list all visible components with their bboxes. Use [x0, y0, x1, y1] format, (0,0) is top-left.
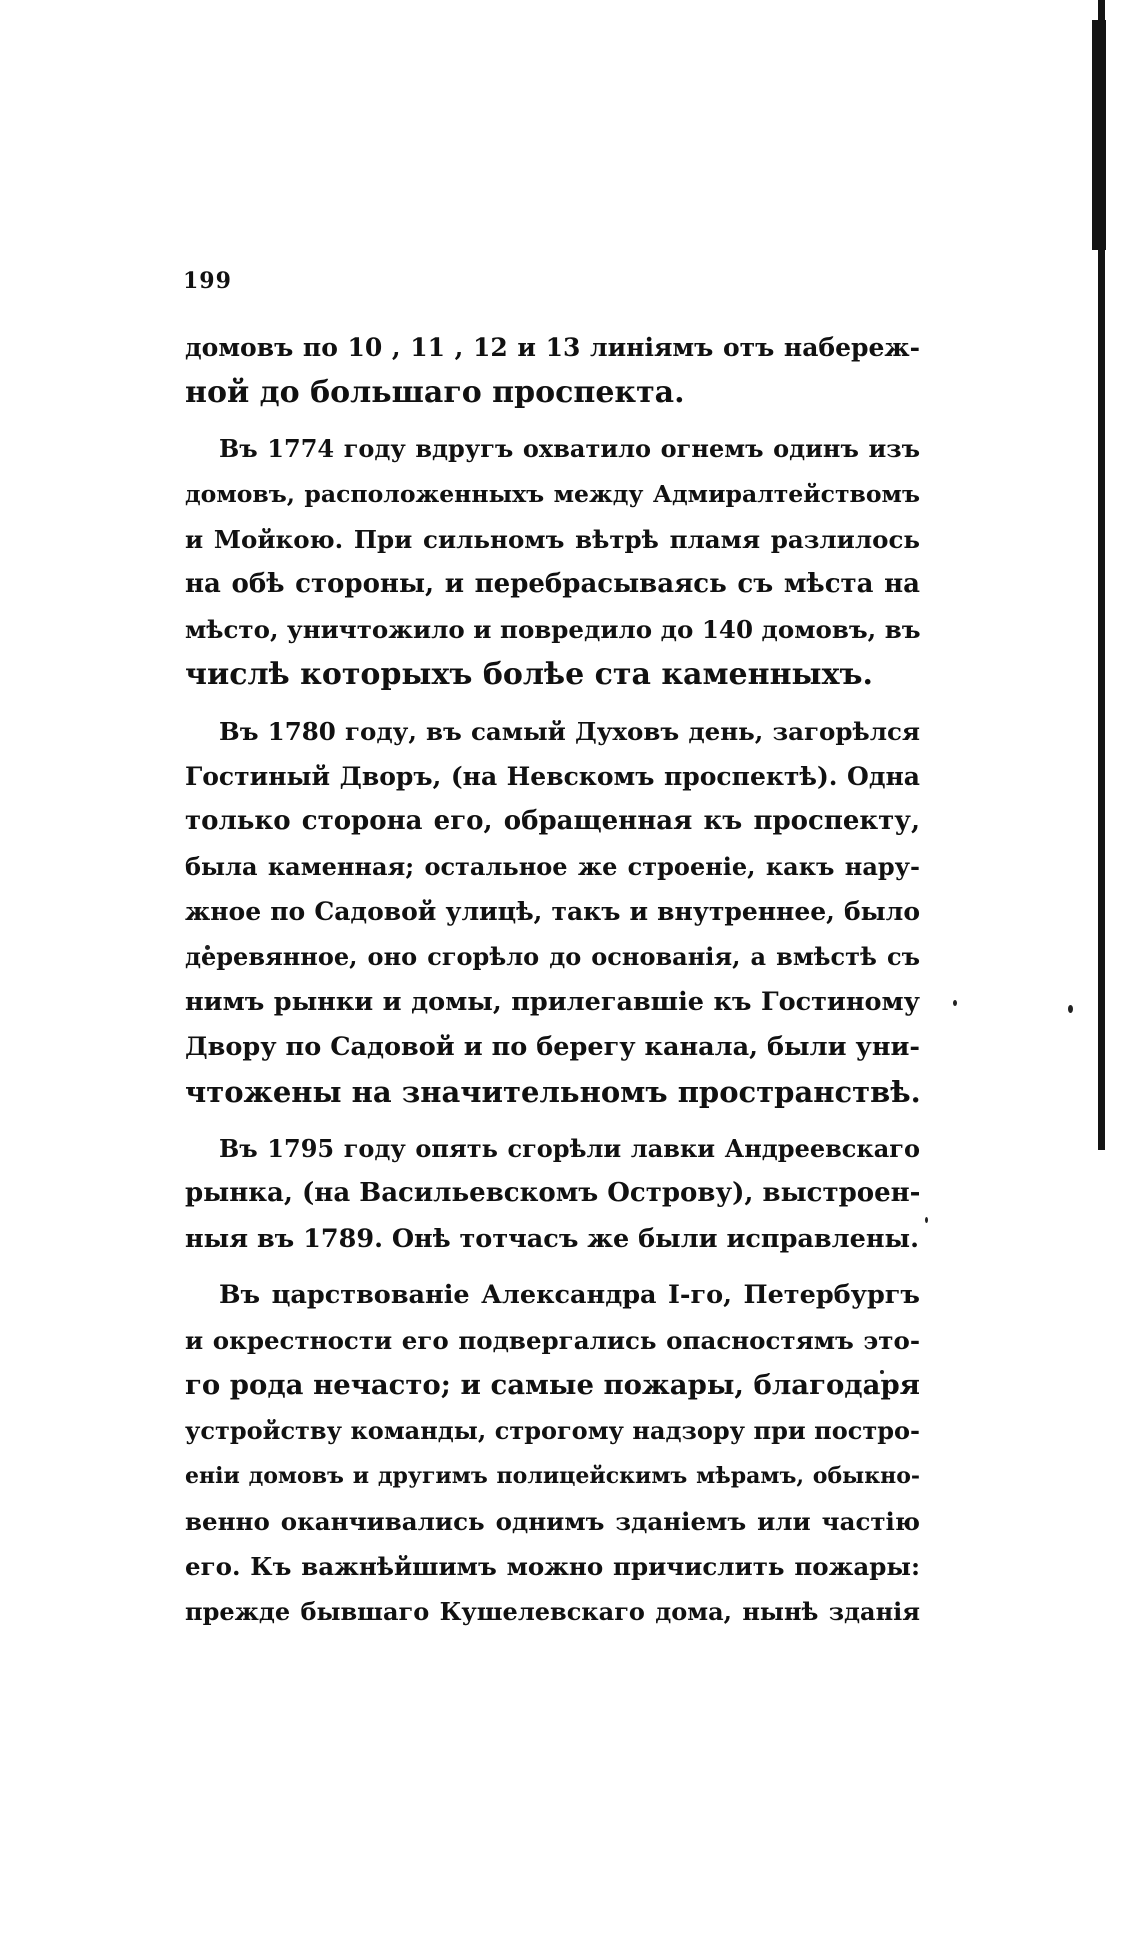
text-line: нимъ рынки и домы, прилегавшіе къ Гостиному [185, 986, 920, 1017]
text-line: домовъ по 10 , 11 , 12 и 13 линіямъ отъ набереж- [185, 333, 920, 362]
text-line: на обѣ стороны, и перебрасываясь съ мѣста на [185, 568, 920, 599]
text-line: и окрестности его подвергались опасностямъ это- [185, 1325, 920, 1355]
text-line: была каменная; остальное же строеніе, какъ нару- [185, 852, 920, 882]
text-line: его. Къ важнѣйшимъ можно причислить пожары: [185, 1551, 920, 1581]
text-line: ныя въ 1789. Онѣ тотчасъ же были исправлены. [185, 1223, 919, 1254]
text-line: прежде бывшаго Кушелевскаго дома, нынѣ зданія [185, 1597, 920, 1627]
scan-speck [953, 1000, 957, 1006]
text-line: Въ 1780 году, въ самый Духовъ день, загорѣлся [219, 716, 920, 746]
text-line: Двору по Садовой и по берегу канала, были уни- [185, 1031, 920, 1062]
text-line: рынка, (на Васильевскомъ Острову), выстроен- [185, 1178, 921, 1209]
text-line: Въ царствованіе Александра I-го, Петербургъ [219, 1279, 920, 1310]
text-line: деревянное, оно сгорѣло до основанія, а вмѣстѣ съ [185, 942, 920, 972]
text-line: ной до большаго проспекта. [185, 375, 685, 411]
text-line: еніи домовъ и другимъ полицейскимъ мѣрамъ, обыкно- [185, 1462, 920, 1489]
text-line: только сторона его, обращенная къ проспекту, [185, 805, 920, 836]
text-line: венно оканчивались однимъ зданіемъ или частію [185, 1506, 920, 1536]
text-line: числѣ которыхъ болѣе ста каменныхъ. [185, 657, 873, 693]
text-line: жное по Садовой улицѣ, такъ и внутреннее, было [185, 897, 920, 927]
scan-speck [925, 1217, 928, 1223]
page-edge-line [1098, 0, 1105, 1150]
text-line: Гостиный Дворъ, (на Невскомъ проспектѣ). Одна [185, 761, 920, 791]
text-line: и Мойкою. При сильномъ вѣтрѣ пламя разлилось [185, 524, 920, 554]
text-line: мѣсто, уничтожило и повредило до 140 домовъ, въ [185, 615, 921, 645]
text-line: чтожены на значительномъ пространствѣ. [185, 1075, 921, 1109]
text-line: го рода нечасто; и самые пожары, благодаря [185, 1369, 920, 1402]
text-line: Въ 1795 году опять сгорѣли лавки Андреевскаго [219, 1134, 920, 1164]
page-number: 199 [183, 268, 232, 294]
text-line: устройству команды, строгому надзору при постро- [185, 1416, 920, 1446]
text-line: домовъ, расположенныхъ между Адмиралтействомъ [185, 479, 920, 508]
scan-speck [1068, 1005, 1073, 1013]
body-text [185, 325, 920, 1634]
text-line: Въ 1774 году вдругъ охватило огнемъ одинъ изъ [219, 434, 920, 464]
